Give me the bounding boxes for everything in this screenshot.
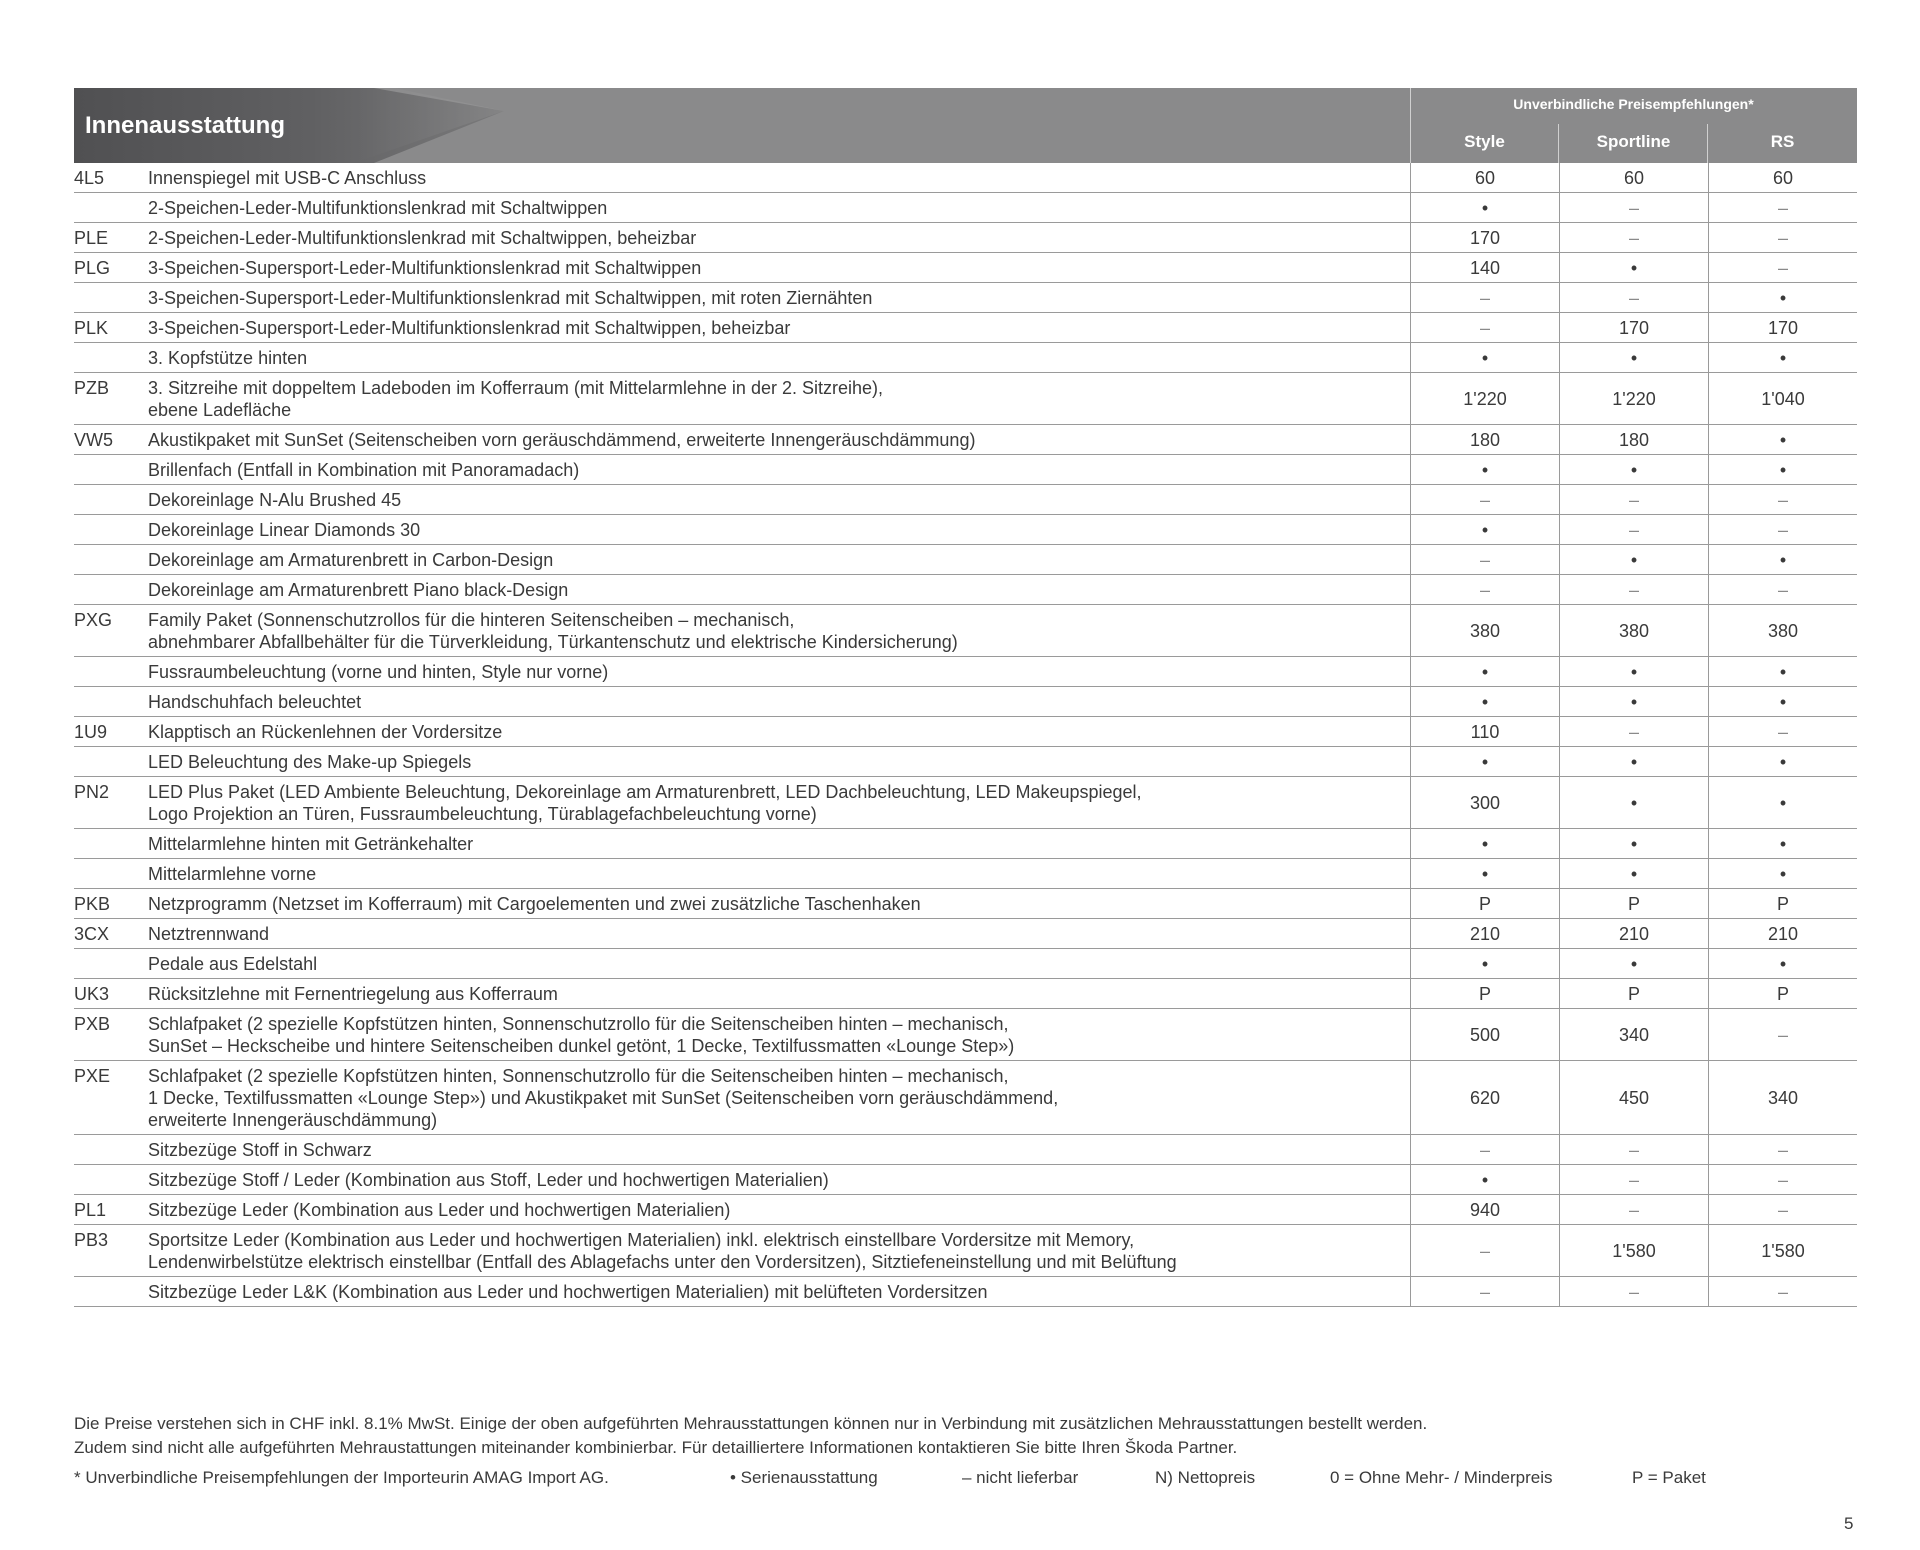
option-description: Dekoreinlage am Armaturenbrett Piano black-Design — [148, 575, 1411, 605]
option-description: Akustikpaket mit SunSet (Seitenscheiben vorn geräuschdämmend, erweiterte Innengeräuschdämmung) — [148, 425, 1411, 455]
price-style: – — [1411, 283, 1560, 313]
price-style: • — [1411, 193, 1560, 223]
option-code: PZB — [74, 373, 148, 425]
price-sportline: 1'580 — [1560, 1225, 1709, 1277]
table-row — [74, 657, 1857, 687]
price-sportline: – — [1560, 1165, 1709, 1195]
option-description: Netzprogramm (Netzset im Kofferraum) mit Cargoelementen und zwei zusätzliche Taschenhaken — [148, 889, 1411, 919]
table-row — [74, 717, 1857, 747]
price-label: Unverbindliche Preisempfehlungen* — [1513, 96, 1754, 112]
table-row — [74, 515, 1857, 545]
price-style: 380 — [1411, 605, 1560, 657]
option-code: 4L5 — [74, 163, 148, 193]
price-rs: – — [1709, 485, 1858, 515]
option-description: Brillenfach (Entfall in Kombination mit Panoramadach) — [148, 455, 1411, 485]
price-style: 940 — [1411, 1195, 1560, 1225]
option-description: 2-Speichen-Leder-Multifunktionslenkrad mit Schaltwippen, beheizbar — [148, 223, 1411, 253]
table-row — [74, 425, 1857, 455]
table-row — [74, 687, 1857, 717]
option-description: Family Paket (Sonnenschutzrollos für die hinteren Seitenscheiben – mechanisch, abnehmbarer Abfallbehälter für die Türverkleidung, Türkantenschutz und elektrische Kindersicherung) — [148, 605, 1411, 657]
price-style: 170 — [1411, 223, 1560, 253]
options-table-body — [74, 163, 1857, 1307]
price-style: • — [1411, 657, 1560, 687]
price-sportline: • — [1560, 829, 1709, 859]
option-code — [74, 283, 148, 313]
table-row — [74, 1195, 1857, 1225]
price-sportline: 450 — [1560, 1061, 1709, 1135]
option-code: PLG — [74, 253, 148, 283]
option-code — [74, 1135, 148, 1165]
option-description: Dekoreinlage Linear Diamonds 30 — [148, 515, 1411, 545]
price-rs: – — [1709, 717, 1858, 747]
price-rs: – — [1709, 253, 1858, 283]
table-row — [74, 223, 1857, 253]
price-rs: P — [1709, 979, 1858, 1009]
option-code — [74, 515, 148, 545]
table-row — [74, 747, 1857, 777]
price-style: P — [1411, 979, 1560, 1009]
footnote-line-1: Die Preise verstehen sich in CHF inkl. 8.1% MwSt. Einige der oben aufgeführten Mehrausstattungen können nur in Verbindung mit zusätzlichen Mehrausstattungen bestellt werden. — [74, 1414, 1428, 1433]
option-code: PXB — [74, 1009, 148, 1061]
option-description: 3. Kopfstütze hinten — [148, 343, 1411, 373]
option-code — [74, 575, 148, 605]
price-style: 60 — [1411, 163, 1560, 193]
option-description: LED Plus Paket (LED Ambiente Beleuchtung, Dekoreinlage am Armaturenbrett, LED Dachbeleuchtung, LED Makeupspiegel, Logo Projektion an Türen, Fussraumbeleuchtung, Türablagefachbeleuchtung vorne) — [148, 777, 1411, 829]
price-rs: 60 — [1709, 163, 1858, 193]
option-description: 3-Speichen-Supersport-Leder-Multifunktionslenkrad mit Schaltwippen, mit roten Ziernähten — [148, 283, 1411, 313]
price-rs: • — [1709, 747, 1858, 777]
option-code — [74, 343, 148, 373]
price-sportline: • — [1560, 747, 1709, 777]
option-description: 2-Speichen-Leder-Multifunktionslenkrad mit Schaltwippen — [148, 193, 1411, 223]
price-rs: • — [1709, 687, 1858, 717]
price-style: – — [1411, 485, 1560, 515]
price-style: – — [1411, 545, 1560, 575]
option-description: Klapptisch an Rückenlehnen der Vordersitze — [148, 717, 1411, 747]
price-sportline: • — [1560, 657, 1709, 687]
price-rs: – — [1709, 1277, 1858, 1307]
option-code — [74, 545, 148, 575]
column-header-style: Style — [1464, 132, 1505, 151]
option-code — [74, 657, 148, 687]
price-footnote — [74, 1412, 1854, 1460]
table-row — [74, 455, 1857, 485]
option-code — [74, 1277, 148, 1307]
option-code — [74, 1165, 148, 1195]
price-style: P — [1411, 889, 1560, 919]
table-row — [74, 1135, 1857, 1165]
option-code — [74, 829, 148, 859]
option-code — [74, 949, 148, 979]
price-rs: 380 — [1709, 605, 1858, 657]
table-row — [74, 1277, 1857, 1307]
table-row — [74, 949, 1857, 979]
option-description: 3-Speichen-Supersport-Leder-Multifunktionslenkrad mit Schaltwippen — [148, 253, 1411, 283]
option-description: Sitzbezüge Leder L&K (Kombination aus Leder und hochwertigen Materialien) mit belüfteten Vordersitzen — [148, 1277, 1411, 1307]
column-header-sportline: Sportline — [1596, 132, 1671, 151]
price-style: – — [1411, 1135, 1560, 1165]
option-code: PXE — [74, 1061, 148, 1135]
option-description: Mittelarmlehne hinten mit Getränkehalter — [148, 829, 1411, 859]
price-sportline: 340 — [1560, 1009, 1709, 1061]
price-sportline: 60 — [1560, 163, 1709, 193]
option-description: Schlafpaket (2 spezielle Kopfstützen hinten, Sonnenschutzrollo für die Seitenscheiben hinten – mechanisch, SunSet – Heckscheibe und hintere Seitenscheiben dunkel getönt, 1 Decke, Textilfussmatten «Lounge Step») — [148, 1009, 1411, 1061]
table-row — [74, 1165, 1857, 1195]
price-sportline: – — [1560, 717, 1709, 747]
option-description: Rücksitzlehne mit Fernentriegelung aus Kofferraum — [148, 979, 1411, 1009]
table-row — [74, 283, 1857, 313]
legend-serienausstattung: • Serienausstattung — [730, 1468, 878, 1487]
price-columns-header — [1410, 88, 1857, 163]
options-table-page — [74, 88, 1857, 1307]
price-rs: • — [1709, 283, 1858, 313]
option-description: Sitzbezüge Leder (Kombination aus Leder und hochwertigen Materialien) — [148, 1195, 1411, 1225]
price-sportline: – — [1560, 1195, 1709, 1225]
price-rs: 210 — [1709, 919, 1858, 949]
price-sportline: • — [1560, 859, 1709, 889]
price-rs: – — [1709, 575, 1858, 605]
price-sportline: 210 — [1560, 919, 1709, 949]
price-sportline: • — [1560, 343, 1709, 373]
price-sportline: 170 — [1560, 313, 1709, 343]
legend-nettopreis: N) Nettopreis — [1155, 1468, 1256, 1487]
table-header — [74, 88, 1857, 163]
price-sportline: – — [1560, 193, 1709, 223]
table-row — [74, 859, 1857, 889]
table-row — [74, 313, 1857, 343]
table-row — [74, 575, 1857, 605]
price-rs: – — [1709, 1135, 1858, 1165]
option-code: PLE — [74, 223, 148, 253]
option-description: Mittelarmlehne vorne — [148, 859, 1411, 889]
price-rs: 1'040 — [1709, 373, 1858, 425]
price-rs: • — [1709, 455, 1858, 485]
price-rs: P — [1709, 889, 1858, 919]
footnote-line-2: Zudem sind nicht alle aufgeführten Mehraustattungen miteinander kombinierbar. Für detailliertere Informationen kontaktieren Sie bitte Ihren Škoda Partner. — [74, 1438, 1238, 1457]
price-style: 1'220 — [1411, 373, 1560, 425]
table-row — [74, 163, 1857, 193]
option-code: 1U9 — [74, 717, 148, 747]
header-arrow-highlight — [354, 88, 504, 163]
price-rs: • — [1709, 425, 1858, 455]
legend-importer: * Unverbindliche Preisempfehlungen der Importeurin AMAG Import AG. — [74, 1468, 609, 1487]
price-style: • — [1411, 1165, 1560, 1195]
table-row — [74, 979, 1857, 1009]
price-sportline: 1'220 — [1560, 373, 1709, 425]
price-rs: – — [1709, 1165, 1858, 1195]
price-style: – — [1411, 1277, 1560, 1307]
price-sportline: – — [1560, 515, 1709, 545]
price-sportline: – — [1560, 485, 1709, 515]
table-row — [74, 1061, 1857, 1135]
table-row — [74, 373, 1857, 425]
option-description: Dekoreinlage am Armaturenbrett in Carbon-Design — [148, 545, 1411, 575]
price-sportline: • — [1560, 455, 1709, 485]
price-style: 110 — [1411, 717, 1560, 747]
price-sportline: 180 — [1560, 425, 1709, 455]
option-description: Sitzbezüge Stoff in Schwarz — [148, 1135, 1411, 1165]
price-style: • — [1411, 455, 1560, 485]
price-sportline: • — [1560, 253, 1709, 283]
option-code: PXG — [74, 605, 148, 657]
price-sportline: – — [1560, 575, 1709, 605]
price-style: 500 — [1411, 1009, 1560, 1061]
option-code: 3CX — [74, 919, 148, 949]
option-description: Pedale aus Edelstahl — [148, 949, 1411, 979]
option-code — [74, 485, 148, 515]
table-row — [74, 829, 1857, 859]
table-row — [74, 193, 1857, 223]
price-sportline: – — [1560, 223, 1709, 253]
option-description: Handschuhfach beleuchtet — [148, 687, 1411, 717]
table-row — [74, 889, 1857, 919]
price-style: • — [1411, 515, 1560, 545]
column-header-rs: RS — [1770, 132, 1795, 151]
option-description: Innenspiegel mit USB-C Anschluss — [148, 163, 1411, 193]
price-sportline: – — [1560, 1277, 1709, 1307]
price-sportline: • — [1560, 777, 1709, 829]
option-code — [74, 455, 148, 485]
price-style: 210 — [1411, 919, 1560, 949]
option-description: Netztrennwand — [148, 919, 1411, 949]
price-style: 300 — [1411, 777, 1560, 829]
price-style: – — [1411, 1225, 1560, 1277]
option-code: PLK — [74, 313, 148, 343]
price-rs: – — [1709, 193, 1858, 223]
price-rs: • — [1709, 829, 1858, 859]
price-rs: – — [1709, 1195, 1858, 1225]
section-title: Innenausstattung — [85, 112, 286, 139]
option-description: LED Beleuchtung des Make-up Spiegels — [148, 747, 1411, 777]
price-rs: 340 — [1709, 1061, 1858, 1135]
price-style: • — [1411, 687, 1560, 717]
price-style: 620 — [1411, 1061, 1560, 1135]
price-sportline: • — [1560, 687, 1709, 717]
price-rs: • — [1709, 657, 1858, 687]
option-code — [74, 687, 148, 717]
price-style: 180 — [1411, 425, 1560, 455]
price-style: • — [1411, 949, 1560, 979]
option-description: Dekoreinlage N-Alu Brushed 45 — [148, 485, 1411, 515]
option-description: Sitzbezüge Stoff / Leder (Kombination aus Stoff, Leder und hochwertigen Materialien) — [148, 1165, 1411, 1195]
price-style: • — [1411, 747, 1560, 777]
price-style: – — [1411, 313, 1560, 343]
table-row — [74, 545, 1857, 575]
option-description: 3. Sitzreihe mit doppeltem Ladeboden im Kofferraum (mit Mittelarmlehne in der 2. Sitzreihe), ebene Ladefläche — [148, 373, 1411, 425]
price-sportline: – — [1560, 283, 1709, 313]
page-number: 5 — [1844, 1514, 1854, 1533]
table-row — [74, 485, 1857, 515]
option-code — [74, 859, 148, 889]
options-table — [74, 163, 1857, 1307]
price-sportline: – — [1560, 1135, 1709, 1165]
price-style: • — [1411, 859, 1560, 889]
price-sportline: 380 — [1560, 605, 1709, 657]
legend-ohne-preis: 0 = Ohne Mehr- / Minderpreis — [1330, 1468, 1553, 1487]
price-rs: • — [1709, 949, 1858, 979]
option-description: 3-Speichen-Supersport-Leder-Multifunktionslenkrad mit Schaltwippen, beheizbar — [148, 313, 1411, 343]
price-style: 140 — [1411, 253, 1560, 283]
table-row — [74, 919, 1857, 949]
price-sportline: P — [1560, 889, 1709, 919]
option-description: Schlafpaket (2 spezielle Kopfstützen hinten, Sonnenschutzrollo für die Seitenscheiben hinten – mechanisch, 1 Decke, Textilfussmatten «Lounge Step») und Akustikpaket mit SunSet (Seitenscheiben vorn geräuschdämmend, erweiterte Innengeräuschdämmung) — [148, 1061, 1411, 1135]
price-style: • — [1411, 343, 1560, 373]
price-sportline: P — [1560, 979, 1709, 1009]
option-code: VW5 — [74, 425, 148, 455]
price-rs: • — [1709, 545, 1858, 575]
price-rs: • — [1709, 859, 1858, 889]
option-description: Sportsitze Leder (Kombination aus Leder und hochwertigen Materialien) inkl. elektrisch einstellbare Vordersitze mit Memory, Lendenwirbelstütze elektrisch einstellbar (Entfall des Ablagefachs unter den Vordersitzen), Sitztiefeneinstellung und mit Belüftung — [148, 1225, 1411, 1277]
price-sportline: • — [1560, 545, 1709, 575]
price-rs: • — [1709, 343, 1858, 373]
price-sportline: • — [1560, 949, 1709, 979]
price-style: • — [1411, 829, 1560, 859]
price-rs: • — [1709, 777, 1858, 829]
option-code: PL1 — [74, 1195, 148, 1225]
legend-nicht-lieferbar: – nicht lieferbar — [962, 1468, 1079, 1487]
option-code: PN2 — [74, 777, 148, 829]
price-rs: 1'580 — [1709, 1225, 1858, 1277]
table-row — [74, 343, 1857, 373]
table-row — [74, 1225, 1857, 1277]
option-code: UK3 — [74, 979, 148, 1009]
option-code — [74, 193, 148, 223]
option-code: PKB — [74, 889, 148, 919]
table-row — [74, 1009, 1857, 1061]
option-code: PB3 — [74, 1225, 148, 1277]
option-description: Fussraumbeleuchtung (vorne und hinten, Style nur vorne) — [148, 657, 1411, 687]
table-row — [74, 605, 1857, 657]
price-style: – — [1411, 575, 1560, 605]
table-row — [74, 777, 1857, 829]
legend-paket: P = Paket — [1632, 1468, 1706, 1487]
price-rs: – — [1709, 223, 1858, 253]
price-rs: – — [1709, 1009, 1858, 1061]
option-code — [74, 747, 148, 777]
price-rs: 170 — [1709, 313, 1858, 343]
price-rs: – — [1709, 515, 1858, 545]
table-row — [74, 253, 1857, 283]
